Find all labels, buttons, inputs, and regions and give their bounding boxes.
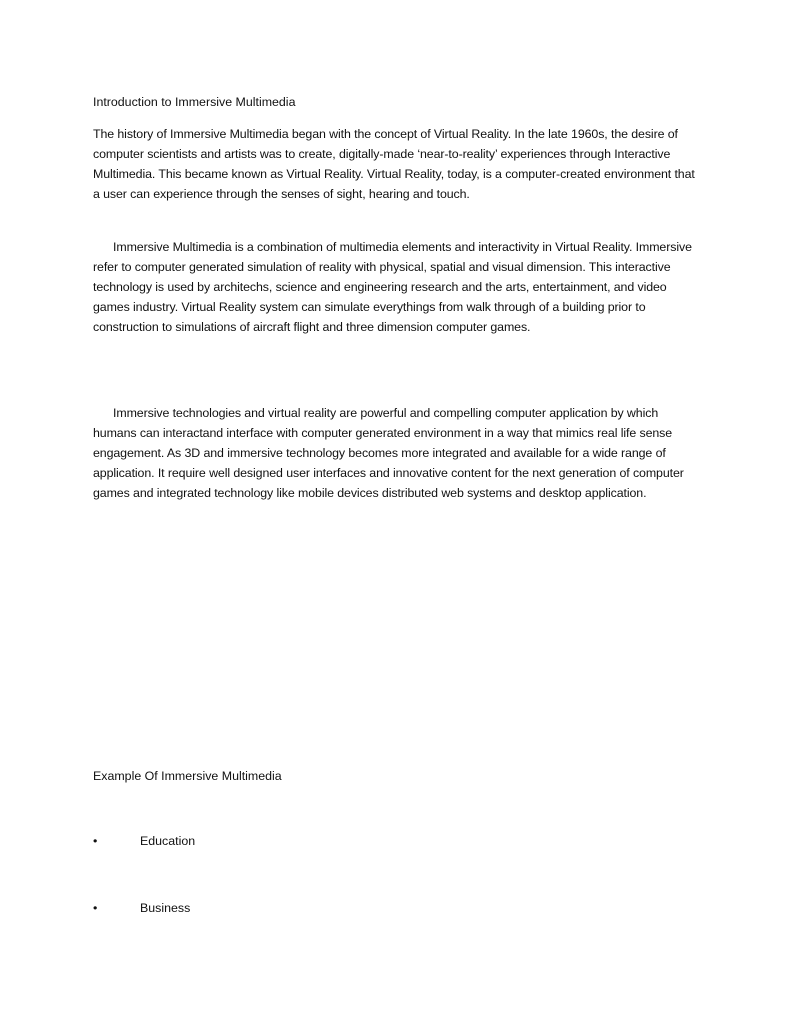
section-heading: Example Of Immersive Multimedia <box>93 769 282 783</box>
bullet-icon: • <box>93 834 98 848</box>
paragraph-definition: Immersive Multimedia is a combination of multimedia elements and interactivity in Virtual Reality. Immersive refer to computer generated simulation of reality with physical, spatial and visual dimension. This interactive technology is used by architechs, science and engineering research and the arts, entertainment, and video games industry. Virtual Reality system can simulate everythings from walk through of a building prior to construction to simulations of aircraft flight and three dimension computer games. <box>93 240 692 334</box>
paragraph-technologies: Immersive technologies and virtual reality are powerful and compelling computer application by which humans can interactand interface with computer generated environment in a way that mimics real life sense engagement. As 3D and immersive technology becomes more integrated and available for a wide range of application. It require well designed user interfaces and innovative content for the next generation of computer games and integrated technology like mobile devices distributed web systems and desktop application. <box>93 406 684 500</box>
list-item-label: Education <box>140 834 196 848</box>
bullet-icon: • <box>93 901 98 915</box>
list-item-label: Business <box>140 901 191 915</box>
paragraph-history: The history of Immersive Multimedia began with the concept of Virtual Reality. In the late 1960s, the desire of computer scientists and artists was to create, digitally-made ‘near-to-reality’ experiences through Interactive Multimedia. This became known as Virtual Reality. Virtual Reality, today, is a computer-created environment that a user can experience through the senses of sight, hearing and touch. <box>93 127 695 201</box>
document-title: Introduction to Immersive Multimedia <box>93 95 296 109</box>
